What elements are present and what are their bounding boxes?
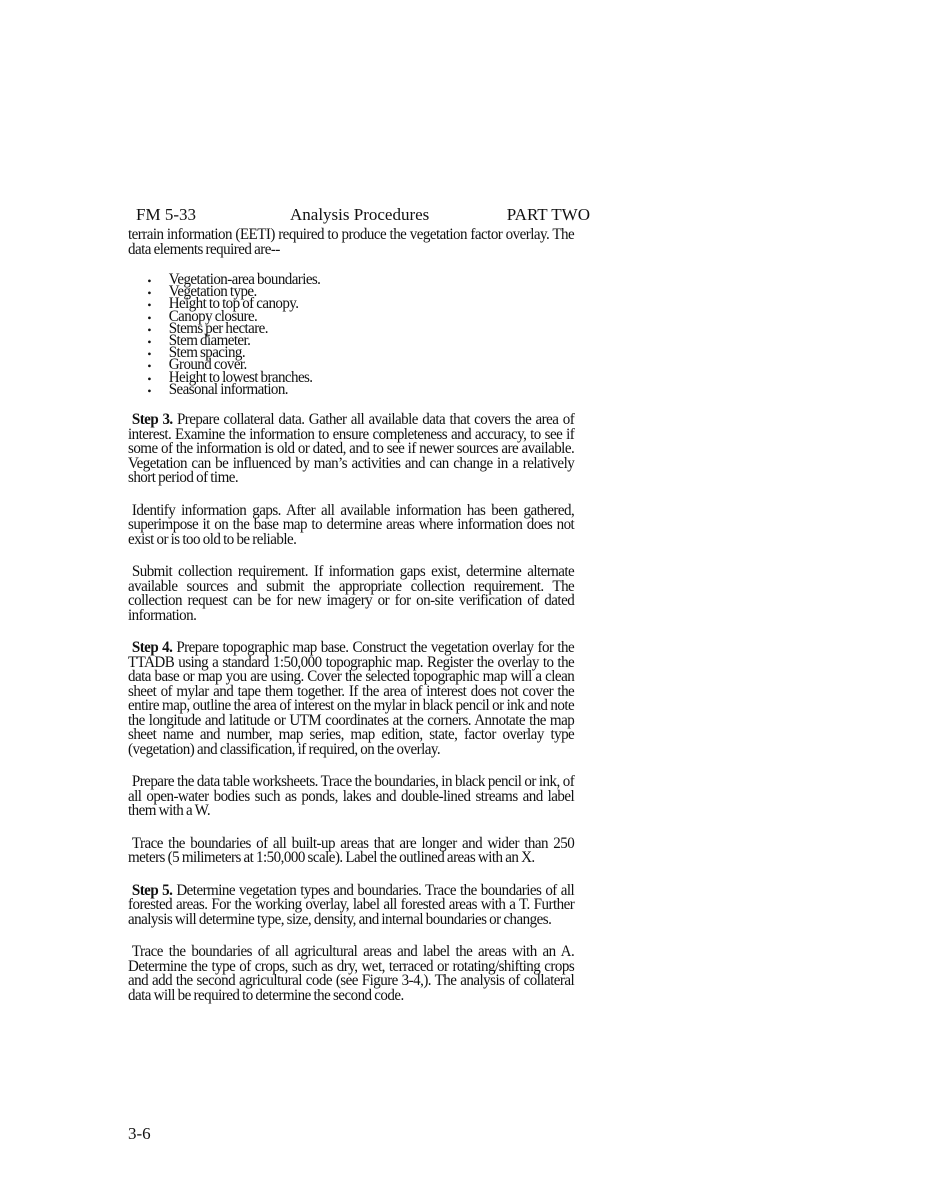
- bullet-icon: •: [147, 322, 151, 337]
- step-4-paragraph: [128, 641, 574, 757]
- document-body: [128, 228, 574, 1003]
- step-3-paragraph: [128, 413, 574, 486]
- step-4-text: Prepare topographic map base. Construct the vegetation overlay for the TTADB using a standard 1:50,000 topographic map. Register the overlay to the data base or map you are using. Cover the selected topographic map will a clean sheet of mylar and tape them together. If the area of interest does not cover the entire map, outline the area of interest on the mylar in black pencil or ink and note the longitude and latitude or UTM coordinates at the corners. Annotate the map sheet name and number, map series, map edition, state, factor overlay type (vegetation) and classification, if required, on the overlay.: [128, 639, 575, 758]
- bullet-icon: •: [147, 383, 151, 398]
- bullet-icon: •: [147, 298, 151, 313]
- manual-number: FM 5-33: [136, 205, 196, 224]
- step-5-text: Determine vegetation types and boundaries. Trace the boundaries of all forested areas. For the working overlay, label all forested areas with a T. Further analysis will determine type, size, density, and internal boundaries or changes.: [128, 881, 575, 928]
- list-item: • Stems per hectare.: [147, 319, 268, 337]
- bullet-icon: •: [147, 274, 151, 288]
- agricultural-areas-paragraph: Trace the boundaries of all agricultural areas and label the areas with an A. Determine the type of crops, such as dry, wet, terraced or rotating/shifting crops and add the second agricultural code (see Figure 3-4,). The analysis of collateral data will be required to determine the second code.: [128, 943, 575, 1004]
- list-item: • Ground cover.: [147, 356, 247, 374]
- list-item: • Vegetation-area boundaries.: [147, 271, 321, 288]
- data-elements-list: [128, 271, 574, 398]
- list-item: • Vegetation type.: [147, 283, 257, 301]
- step-5-label: Step 5.: [131, 881, 173, 899]
- built-up-areas-paragraph: Trace the boundaries of all built-up areas that are longer and wider than 250 meters (5 milimeters at 1:50,000 scale). Label the outlined areas with an X.: [128, 834, 575, 867]
- chapter-title: Analysis Procedures: [290, 205, 430, 224]
- bullet-icon: •: [147, 310, 151, 325]
- list-item: • Height to top of canopy.: [147, 295, 299, 313]
- step-3-label: Step 3.: [131, 411, 173, 429]
- list-item: • Seasonal information.: [147, 380, 288, 398]
- intro-paragraph: terrain information (EETI) required to produce the vegetation factor overlay. The data elements required are--: [128, 226, 575, 258]
- running-header: [128, 204, 588, 228]
- info-gaps-paragraph: Identify information gaps. After all available information has been gathered, superimpose it on the base map to determine areas where information does not exist or is too old to be reliable.: [128, 501, 575, 548]
- step-4-label: Step 4.: [131, 639, 173, 657]
- bullet-icon: •: [147, 371, 151, 386]
- list-item: • Height to lowest branches.: [147, 368, 313, 386]
- bullet-icon: •: [147, 347, 151, 362]
- page-number: 3-6: [128, 1124, 151, 1143]
- step-3-text: Prepare collateral data. Gather all available data that covers the area of interest. Examine the information to ensure completeness and accuracy, to see if some of the information is old or dated, and to see if newer sources are available. Vegetation can be influenced by man’s activities and can change in a relatively short period of time.: [128, 411, 575, 487]
- part-label: PART TWO: [506, 205, 590, 224]
- bullet-icon: •: [147, 359, 151, 374]
- step-5-paragraph: [128, 881, 575, 928]
- bullet-icon: •: [147, 335, 151, 350]
- document-page: [128, 204, 590, 1143]
- worksheets-paragraph: Prepare the data table worksheets. Trace the boundaries, in black pencil or ink, of all open-water bodies such as ponds, lakes and double-lined streams and label them with a W.: [128, 773, 575, 820]
- collection-requirement-paragraph: Submit collection requirement. If information gaps exist, determine alternate available sources and submit the appropriate collection requirement. The collection request can be for new imagery or for on-site verification of dated information.: [128, 563, 575, 624]
- bullet-icon: •: [147, 286, 151, 301]
- list-item: • Canopy closure.: [147, 307, 258, 325]
- list-item: • Stem diameter.: [147, 332, 251, 350]
- list-item: • Stem spacing.: [147, 344, 246, 362]
